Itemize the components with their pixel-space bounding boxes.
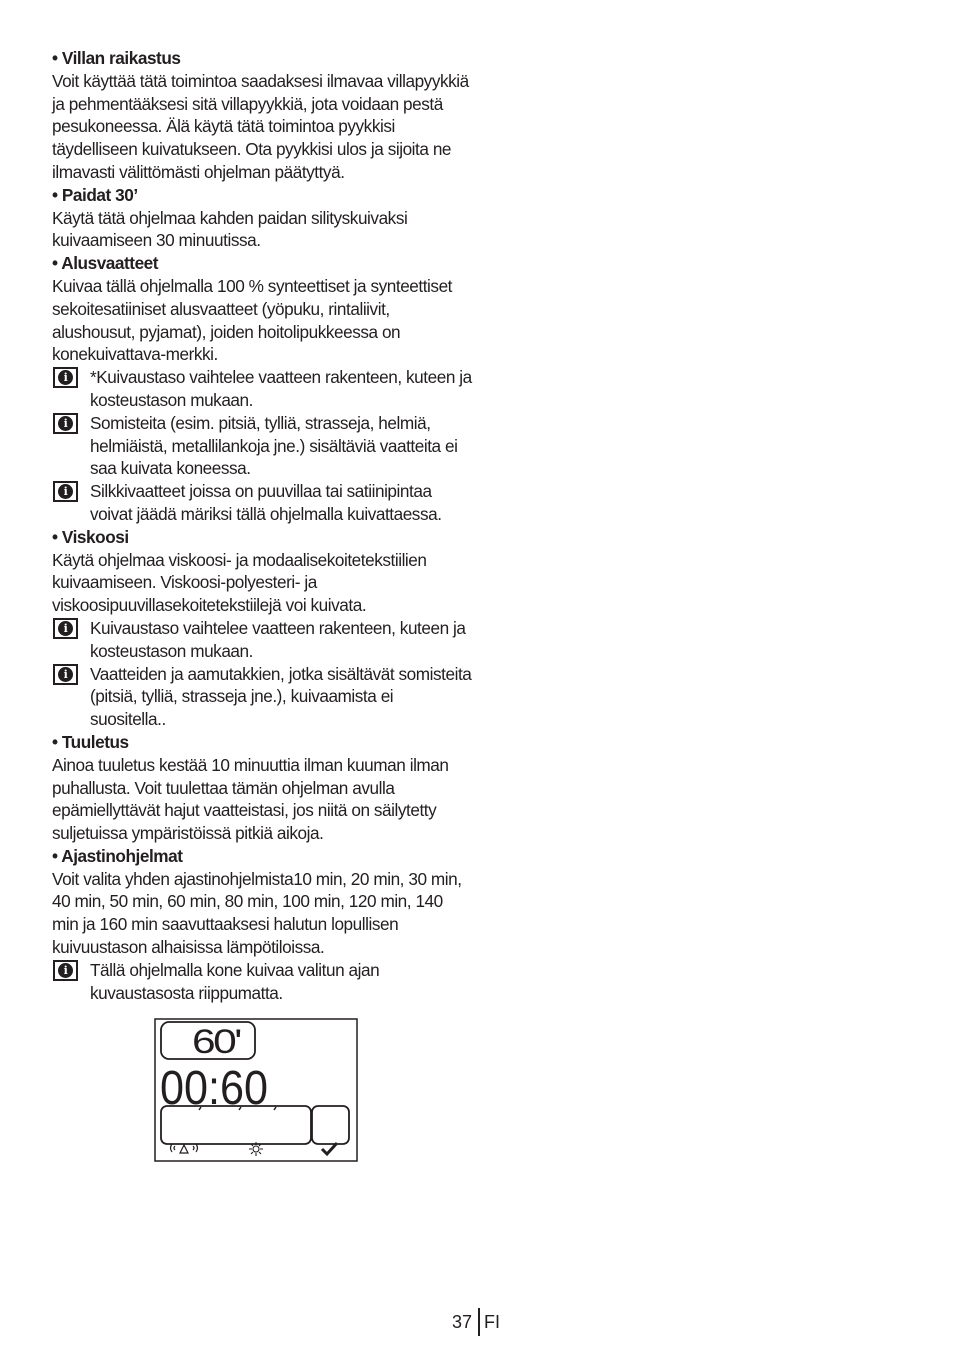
info-icon: i [53, 413, 78, 434]
body-alusvaatteet: Kuivaa tällä ohjelmalla 100 % synteettiset ja synteettiset sekoitesatiiniset alusvaatteet (yöpuku, rintaliivit, alushousut, pyjamat), joiden hoitolipukkeessa on konekuivattava-merkki. [52, 275, 453, 365]
info-note-text: Vaatteiden ja aamutakkien, jotka sisältävät somisteita (pitsiä, tylliä, strasseja jne.), kuivaamista ei suositella.. [90, 663, 472, 730]
heading-viskoosi: • Viskoosi [52, 526, 129, 547]
info-note-text: *Kuivaustaso vaihtelee vaatteen rakenteen, kuteen ja kosteustason mukaan. [90, 367, 472, 410]
info-icon: i [53, 481, 78, 502]
language-code: FI [484, 1312, 501, 1332]
info-icon: i [53, 664, 78, 685]
info-note-text: Somisteita (esim. pitsiä, tylliä, strasseja, helmiä, helmiäistä, metallilankoja jne.) sisältäviä vaatteita ei saa kuivata koneessa. [90, 412, 458, 479]
heading-ajastinohjelmat: • Ajastinohjelmat [52, 845, 183, 866]
heading-alusvaatteet: • Alusvaatteet [52, 253, 159, 274]
info-note [52, 412, 472, 480]
body-viskoosi: Käytä ohjelmaa viskoosi- ja modaalisekoitetekstiilien kuivaamiseen. Viskoosi-polyesteri- ja viskoosipuuvillasekoitetekstiilejä voi kuivata. [52, 549, 427, 616]
body-paidat: Käytä tätä ohjelmaa kahden paidan silityskuivaksi kuivaamiseen 30 minuutissa. [52, 207, 408, 251]
info-note-text: Silkkivaatteet joissa on puuvillaa tai satiinipintaa voivat jäädä märiksi tällä ohjelmalla kuivattaessa. [90, 481, 442, 524]
body-ajastinohjelmat: Voit valita yhden ajastinohjelmista10 min, 20 min, 30 min, 40 min, 50 min, 60 min, 80 min, 100 min, 120 min, 140 min ja 160 min saavuttaaksesi halutun lopullisen kuivuustason alhaisissa lämpötiloissa. [52, 868, 462, 958]
info-note [52, 617, 472, 663]
info-note [52, 663, 472, 731]
program-display-value: 60' [192, 1022, 240, 1061]
lcd-display-illustration [154, 1018, 358, 1162]
info-note [52, 959, 472, 1005]
page-footer [452, 1308, 500, 1336]
heading-villan-raikastus: • Villan raikastus [52, 48, 181, 68]
info-icon: i [53, 960, 78, 981]
info-note [52, 480, 472, 526]
heading-tuuletus: • Tuuletus [52, 731, 129, 752]
info-icon: i [53, 367, 78, 388]
info-note-text: Kuivaustaso vaihtelee vaatteen rakenteen, kuteen ja kosteustason mukaan. [90, 617, 466, 661]
heading-paidat: • Paidat 30’ [52, 184, 138, 205]
info-note-text: Tällä ohjelmalla kone kuivaa valitun ajan kuvaustasosta riippumatta. [90, 959, 380, 1003]
body-villan-raikastus: Voit käyttää tätä toimintoa saadaksesi ilmavaa villapyykkiä ja pehmentääksesi sitä villapyykkiä, jota voidaan pestä pesukoneessa. Älä käytä tätä toimintoa pyykkisi täydelliseen kuivatukseen. Ota pyykkisi ulos ja sijoita ne ilmavasti välittömästi ohjelman päätyttyä. [52, 70, 469, 182]
info-note [52, 366, 472, 412]
footer-divider [478, 1308, 480, 1336]
text-column [52, 47, 472, 1004]
page-number: 37 [452, 1312, 473, 1332]
body-tuuletus: Ainoa tuuletus kestää 10 minuuttia ilman kuuman ilman puhallusta. Voit tuulettaa tämän ohjelman avulla epämiellyttävät hajut vaatteistasi, jos niitä on säilytetty suljetuissa ympäristöissä pitkiä aikoja. [52, 754, 449, 844]
info-icon: i [53, 618, 78, 639]
time-display-value: 00:60 [160, 1062, 268, 1115]
